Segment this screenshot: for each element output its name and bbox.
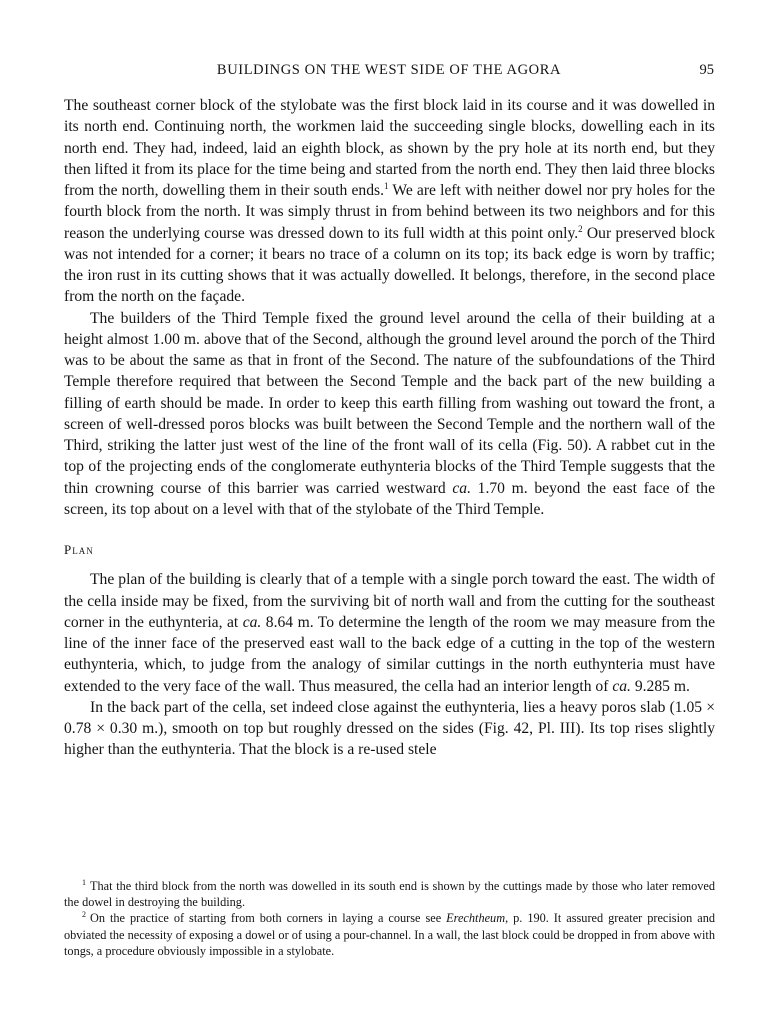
footnote-ref-2[interactable]: 2 (578, 223, 583, 234)
footnote-marker: 2 (82, 910, 86, 920)
text-run: In the back part of the cella, set indeed close against the euthynteria, lies a heavy poros slab (1.05 × 0.78 × 0.30 m.), smooth on top but roughly dressed on the sides (Fig. 42, Pl. III). Its top rises slightly higher than the euthynteria. That the block is a re-used stele (64, 698, 715, 759)
paragraph-ground-level (64, 308, 715, 521)
text-run: 8.64 m. To determine the length of the room we may measure from the line of the inner face of the preserved east wall to the back edge of a cutting in the top of the western euthynteria, which, to judge from the analogy of similar cuttings in the north euthynteria must have extended to the very face of the wall. Thus measured, the cella had an interior length of (64, 613, 715, 695)
footnote-2 (64, 910, 715, 959)
running-head (64, 60, 714, 82)
text-run: 1.70 m. beyond the east face of the screen, its top about on a level with that of the stylobate of the Third Temple. (64, 479, 715, 518)
citation-erechtheum: Erechtheum (446, 911, 506, 926)
text-run: Our preserved block was not intended for a corner; it bears no trace of a column on its top; its back edge is worn by traffic; the iron rust in its cutting shows that it was actually dowelled. It belongs, therefore, in the second place from the north on the façade. (64, 224, 715, 306)
paragraph-poros-slab (64, 697, 715, 761)
text-run: The plan of the building is clearly that of a temple with a single porch toward the east. The width of the cella inside may be fixed, from the surviving bit of north wall and from the cutting for the southeast corner in the euthynteria, at (64, 571, 715, 631)
text-run: We are left with neither dowel nor pry holes for the fourth block from the north. It was simply thrust in from behind between its two neighbors and for this reason the underlying course was dressed down to its full width at this point only. (64, 182, 716, 242)
footnote-1 (64, 878, 715, 910)
italic-ca: ca. (452, 479, 471, 497)
body-text (64, 95, 715, 761)
paragraph-stylobate (64, 95, 715, 308)
paragraph-plan (64, 569, 715, 697)
footnote-marker: 1 (82, 877, 86, 887)
section-heading-plan: Plan (64, 542, 94, 557)
italic-ca: ca. (242, 613, 262, 631)
italic-ca: ca. (612, 677, 631, 695)
footnote-text: , p. 190. It assured greater precision and obviated the necessity of exposing a dowel or of using a pour-channel. In a wall, the last block could be dropped in from above with tongs, a procedure obviously impossible in a stylobate. (64, 911, 716, 958)
running-title: BUILDINGS ON THE WEST SIDE OF THE AGORA (216, 62, 562, 78)
footnote-text: That the third block from the north was dowelled in its south end is shown by the cuttings made by those who later removed the dowel in destroying the building. (64, 879, 715, 910)
text-run: The builders of the Third Temple fixed the ground level around the cella of their building at a height almost 1.00 m. above that of the Second, although the ground level around the porch of the Third was to be about the same as that in front of the Second. The nature of the subfoundations of the Third Temple therefore required that between the Second Temple and the back part of the new building a filling of earth should be made. In order to keep this earth filling from washing out toward the front, a screen of well-dressed poros blocks was built between the Second Temple and the northern wall of the Third, striking the latter just west of the line of the front wall of its cella (Fig. 50). A rabbet cut in the top of the projecting ends of the conglomerate euthynteria blocks of the Third Temple suggests that the thin crowning course of this barrier was carried westward (64, 309, 715, 497)
page-number: 95 (699, 62, 714, 78)
text-run: The southeast corner block of the stylobate was the first block laid in its course and it was dowelled in its north end. Continuing north, the workmen laid the succeeding single blocks, dowelling each in its north end. They had, indeed, laid an eighth block, as shown by the pry hole at its north end, but they then lifted it from its place for the time being and started from the north end. They then laid three blocks from the north, dowelling them in their south ends. (64, 97, 715, 199)
text-run: 9.285 m. (630, 677, 690, 695)
footnote-text: On the practice of starting from both corners in laying a course see (90, 911, 447, 926)
footnotes (64, 878, 715, 959)
footnote-ref-1[interactable]: 1 (383, 180, 389, 191)
